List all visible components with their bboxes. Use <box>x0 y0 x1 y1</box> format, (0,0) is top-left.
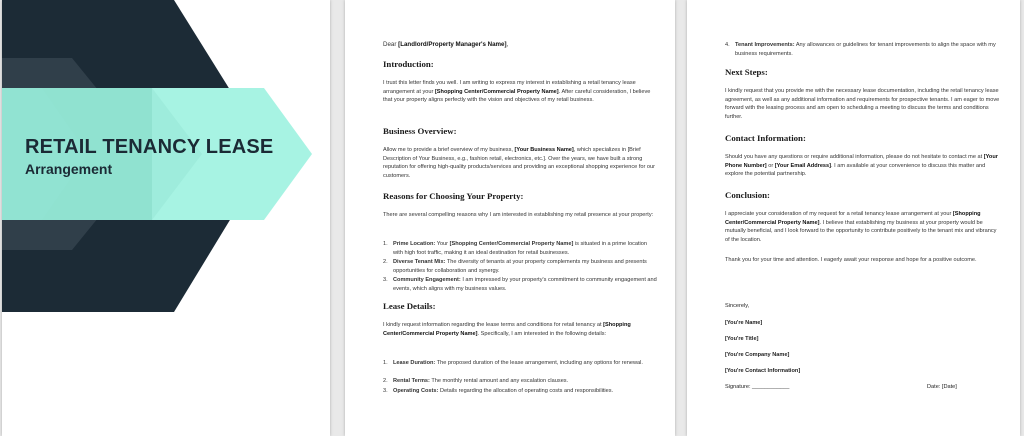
signer-name: [You're Name] <box>725 320 763 326</box>
letter-page-2 <box>687 0 1020 436</box>
contact-paragraph: Should you have any questions or require additional information, please do not hesitate to contact me at [Your Phone Number] or [Your Email Address]. I am available at your convenience to discuss this matter and explore the potential partnership. <box>725 154 998 178</box>
cover-subtitle: Arrangement <box>25 161 113 177</box>
signer-title: [You're Title] <box>725 336 759 342</box>
contact-heading: Contact Information: <box>725 133 806 143</box>
intro-heading: Introduction: <box>383 59 434 69</box>
signer-company: [You're Company Name] <box>725 352 790 358</box>
reasons-intro: There are several compelling reasons why I am interested in establishing my retail presence at your property: <box>383 212 654 218</box>
business-paragraph: Allow me to provide a brief overview of my business, [Your Business Name], which specializes in [Brief Description of Your Business, e.g., fashion retail, electronics, etc.]. Over the years, we have built a strong reputation for offering high-quality products/services and providing an exceptional shopping experience for our customers. <box>383 147 655 179</box>
cover-title: RETAIL TENANCY LEASE <box>25 136 274 158</box>
lease-heading: Lease Details: <box>383 301 436 311</box>
reason-item: 3. Community Engagement: I am impressed by your property's commitment to community engagement and events, which aligns with my business values. <box>383 277 657 292</box>
lease-paragraph: I kindly request information regarding the lease terms and conditions for retail tenancy at [Shopping Center/Commercial Property Name]. Specifically, I am interested in the following details: <box>383 322 631 337</box>
conclusion-heading: Conclusion: <box>725 190 770 200</box>
reason-item: 1. Prime Location: Your [Shopping Center/Commercial Property Name] is situated in a prime location with high foot traffic, making it an ideal destination for retail businesses. <box>383 241 648 256</box>
date-line: Date: [Date] <box>927 384 957 390</box>
lease-item: 4. Tenant Improvements: Any allowances or guidelines for tenant improvements to align the space with my business requirements. <box>725 42 996 57</box>
letter-page-1 <box>345 0 675 436</box>
next-steps-paragraph: I kindly request that you provide me with the necessary lease documentation, including the retail tenancy lease agreement, as well as any additional information and requirements for prospective tenants. I am eager to move forward with the leasing process and am open to scheduling a meeting to discuss the terms and conditions further. <box>725 88 1000 120</box>
signer-contact: [You're Contact Information] <box>725 368 801 374</box>
closing: Sincerely, <box>725 303 750 309</box>
thanks-paragraph: Thank you for your time and attention. I eagerly await your response and hope for a positive outcome. <box>725 257 977 263</box>
intro-paragraph: I trust this letter finds you well. I am writing to express my interest in establishing a retail tenancy lease arrangement at your [Shopping Center/Commercial Property Name]. After careful consideration, I believe that your property aligns perfectly with the vision and objectives of my retail business. <box>383 80 651 104</box>
reason-item: 2. Diverse Tenant Mix: The diversity of tenants at your property complements my business and presents opportunities for collaboration and synergy. <box>383 259 647 274</box>
signature-line: Signature: ____________ <box>725 384 790 390</box>
cover-page <box>2 0 330 436</box>
lease-item: 1. Lease Duration: The proposed duration of the lease arrangement, including any options for renewal. <box>383 360 643 366</box>
reasons-heading: Reasons for Choosing Your Property: <box>383 191 524 201</box>
salutation: Dear [Landlord/Property Manager's Name], <box>383 41 509 48</box>
lease-item: 2. Rental Terms: The monthly rental amount and any escalation clauses. <box>383 378 569 384</box>
next-steps-heading: Next Steps: <box>725 67 768 77</box>
lease-item: 3. Operating Costs: Details regarding the allocation of operating costs and responsibilities. <box>383 388 614 394</box>
conclusion-paragraph: I appreciate your consideration of my request for a retail tenancy lease arrangement at your [Shopping Center/Commercial Property Name]. I believe that establishing my business at your property would be mutually beneficial, and I look forward to the opportunity to contribute positively to the tenant mix and vibrancy of the location. <box>725 211 997 243</box>
business-heading: Business Overview: <box>383 126 457 136</box>
cover-graphic <box>2 0 330 436</box>
